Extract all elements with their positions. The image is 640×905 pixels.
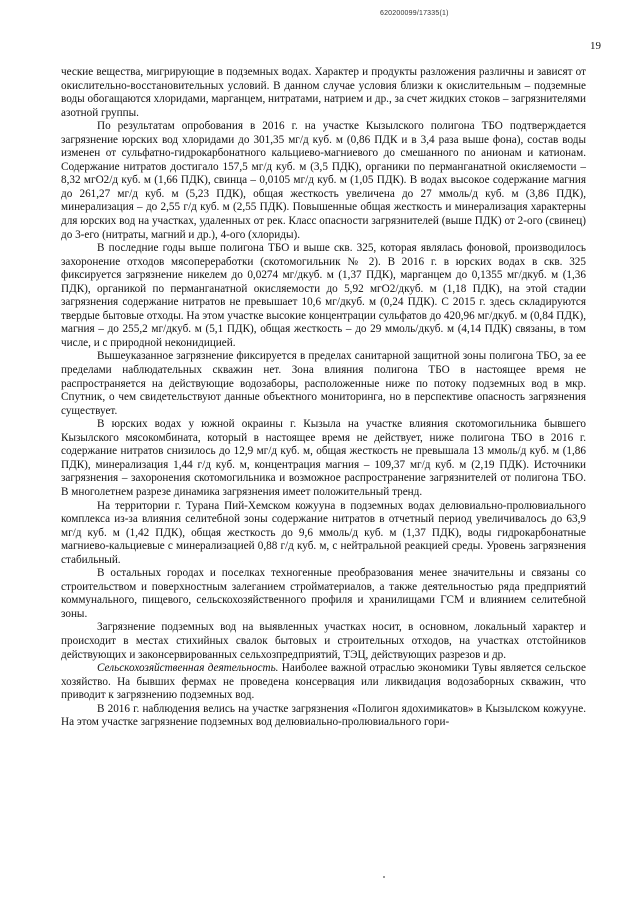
page-number: 19 (590, 40, 601, 52)
paragraph-pesticide-site: В 2016 г. наблюдения велись на участке загрязнения «Полигон ядохимикатов» в Кызылском кожууне. На этом участке загрязнение подземных вод делювиально-пролювиального гори- (61, 702, 586, 729)
paragraph-turan: На территории г. Турана Пий-Хемском кожууна в подземных водах делювиально-пролювиального комплекса из-за влияния селитебной зоны содержание нитратов в отчетный период увеличивалось до 63,9 мг/д куб. м (1,42 ПДК), общая жесткость до 9,6 ммоль/д куб. м (1,37 ПДК), воды гидрокарбонатные магниево-кальциевые с минерализацией 0,88 г/д куб. м, с нейтральной реакцией среды. Уровень загрязнения стабильный. (61, 499, 586, 566)
paragraph-well-325: В последние годы выше полигона ТБО и выше скв. 325, которая являлась фоновой, производилось захоронение отходов мясопереработки (скотомогильник № 2). В 2016 г. в юрских водах в скв. 325 фиксируется загрязнение никелем до 0,0274 мг/дкуб. м (1,37 ПДК), марганцем до 0,1355 мг/дкуб. м (1,36 ПДК), органикой по перманганатной окисляемости до 5,92 мгО2/дкуб. м (1,18 ПДК), на этой стадии загрязнения содержание нитратов не превышает 10,6 мг/дкуб. м (0,24 ПДК). С 2015 г. здесь складируются твердые бытовые отходы. На этом участке высокие концентрации сульфатов до 420,96 мг/дкуб. м (0,84 ПДК), магния – до 255,2 мг/дкуб. м (5,1 ПДК), общая жесткость – до 29 ммоль/дкуб. м (4,14 ПДК) связаны, в том числе, и с природной неконидицией. (61, 242, 586, 349)
paragraph-sanitary-zone: Вышеуказанное загрязнение фиксируется в пределах санитарной защитной зоны полигона ТБО, за ее пределами наблюдательных скважин нет. Зона влияния полигона ТБО в настоящее время не распространяется на действующие водозаборы, расположенные ниже по потоку подземных вод в мкр. Спутник, о чем свидетельствуют данные объектного мониторинга, но в перспективе опасность загрязнения существует. (61, 350, 586, 417)
document-body (61, 66, 586, 730)
paragraph-tbo-polygon: По результатам опробования в 2016 г. на участке Кызылского полигона ТБО подтверждается загрязнение юрских вод хлоридами до 301,35 мг/д куб. м (0,86 ПДК и в 3,4 раза выше фона), состав воды изменен от сульфатно-гидрокарбонатного кальциево-магниевого до смешанного по анионам и катионам. Содержание нитратов достигало 157,5 мг/д куб. м (3,5 ПДК), органики по перманганатной окисляемости – 8,32 мгО2/д куб. м (1,66 ПДК), свинца – 0,0105 мг/д куб. м (1,05 ПДК). В водах высокое содержание магния до 261,27 мг/д куб. м (5,23 ПДК), общая жесткость увеличена до 27 ммоль/д куб. м (3,86 ПДК), минерализация – до 2,55 г/д куб. м (2,55 ПДК). Повышенные общая жесткость и минерализация характерны для юрских вод на участках, удаленных от рек. Класс опасности загрязнителей (выше ПДК) от 2-ого (свинец) до 3-его (нитраты, магний и др.), 4-ого (хлориды). (61, 120, 586, 241)
paragraph-agriculture (61, 662, 586, 703)
paragraph-local-pollution: Загрязнение подземных вод на выявленных участках носит, в основном, локальный характер и происходит в местах стихийных свалок бытовых и строительных отходов, на участках отстойников действующих и законсервированных сельхозпредприятий, ТЭЦ, действующих разрезов и др. (61, 621, 586, 661)
paragraph-agriculture-text: Наиболее важной отраслью экономики Тувы является сельское хозяйство. На бывших фермах не проведена консервация или ликвидация водозаборных скважин, что приводит к загрязнению подземных вод. (61, 662, 586, 702)
paragraph-continuation: ческие вещества, мигрирующие в подземных водах. Характер и продукты разложения различны и зависят от окислительно-восстановительных условий. В данном случае условия близки к окислительным – подземные воды обогащаются хлоридами, марганцем, нитратами, натрием и др., за счет жидких стоков – загрязнителями азотной группы. (61, 66, 586, 119)
section-heading-agriculture: Сельскохозяйственная деятельность. (97, 662, 279, 675)
scan-dot (383, 876, 385, 878)
document-code: 620200099/17335(1) (380, 10, 449, 17)
paragraph-south-kyzyl: В юрских водах у южной окраины г. Кызыла на участке влияния скотомогильника бывшего Кызылского мясокомбината, который в настоящее время не действует, ниже полигона ТБО в 2016 г. содержание нитратов снизилось до 12,9 мг/д куб. м, общая жесткость не превышала 13 ммоль/д куб. м (1,86 ПДК), минерализация 1,44 г/д куб. м, концентрация магния – 109,37 мг/д куб. м (2,19 ПДК). Источники загрязнения – захоронения скотомогильника и возможное распространение загрязнителей от полигона ТБО. В многолетнем разрезе динамика загрязнения имеет положительный тренд. (61, 418, 586, 498)
paragraph-other-towns: В остальных городах и поселках техногенные преобразования менее значительны и связаны со строительством и поверхностным залеганием стройматериалов, а также деятельностью ряда предприятий коммунального, пищевого, сельскохозяйственного профиля и хранилищами ГСМ и влиянием селитебной зоны. (61, 567, 586, 620)
